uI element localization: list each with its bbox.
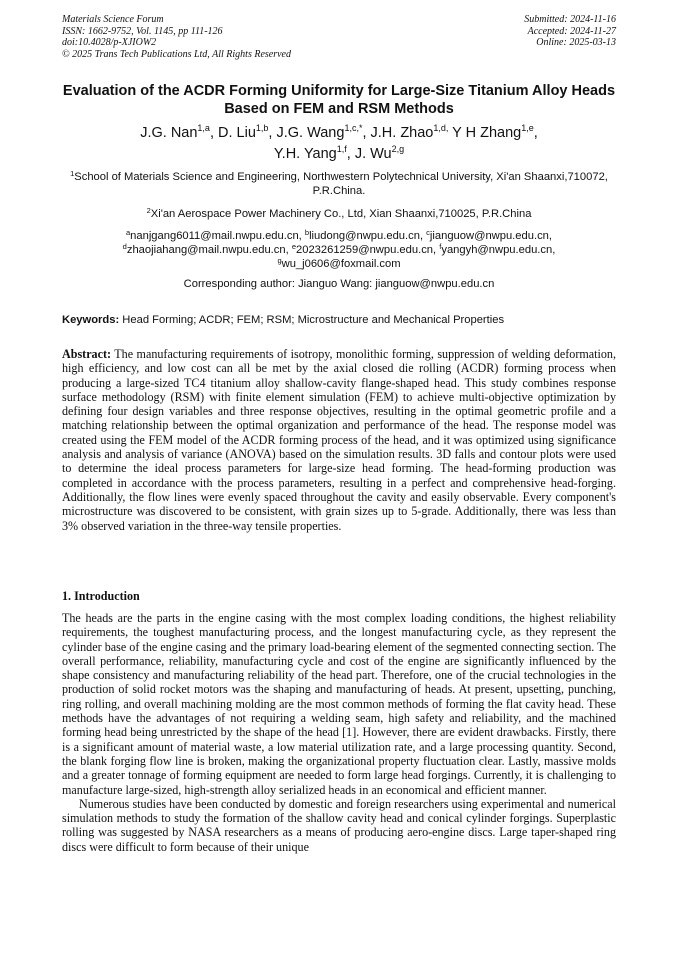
author: Y H Zhang$^{1,e}$, <box>452 123 538 141</box>
author-list <box>62 123 616 165</box>
accepted-date: Accepted: 2024-11-27 <box>527 25 616 37</box>
introduction-body <box>62 611 616 854</box>
author: Y.H. Yang$^{1,f}$, <box>273 144 355 162</box>
paper-title: Evaluation of the ACDR Forming Uniformity for Large-Size Titanium Alloy Heads Based on FEM and RSM Methods <box>62 83 616 117</box>
email: $^d$zhaojiahang@mail.nwpu.edu.cn, <box>122 242 292 256</box>
paragraph: Numerous studies have been conducted by domestic and foreign researchers using experimental and numerical simulation methods to study the formation of the shallow cavity head and conical cylinder forgings. Superplastic rolling was suggested by NASA researchers as a means of producing aero-engine discs. Large taper-shaped ring discs were difficult to form because of their unique <box>62 796 616 854</box>
abstract-label: Abstract: <box>62 347 112 361</box>
email: $^b$liudong@nwpu.edu.cn, <box>304 228 427 242</box>
affiliation-2: $^2$Xi'an Aerospace Power Machinery Co., Ltd, Xian Shaanxi,710025, P.R.China <box>146 206 532 220</box>
dates-info <box>524 14 616 49</box>
email: $^g$wu_j0606@foxmail.com <box>277 256 401 270</box>
author: J.H. Zhao$^{1,d,}$ <box>370 123 449 141</box>
keywords-text: Head Forming; ACDR; FEM; RSM; Microstructure and Mechanical Properties <box>119 314 505 326</box>
email: $^e$2023261259@nwpu.edu.cn, <box>291 242 440 256</box>
copyright: © 2025 Trans Tech Publications Ltd, All Rights Reserved <box>62 48 291 60</box>
author: J. Wu$^{2,g}$ <box>354 144 405 162</box>
author: J.G. Nan$^{1,a}$, <box>140 123 218 141</box>
affiliation-1: $^1$School of Materials Science and Engineering, Northwestern Polytechnical University, Xi'an Shaanxi,710072, P.R.China. <box>70 169 608 197</box>
page-header <box>62 14 616 60</box>
submitted-date: Submitted: 2024-11-16 <box>524 14 616 25</box>
email: $^c$jianguow@nwpu.edu.cn, <box>426 228 552 242</box>
email-list <box>62 229 616 271</box>
section-heading: 1. Introduction <box>62 589 140 603</box>
abstract-text: The manufacturing requirements of isotropy, monolithic forming, suppression of welding deformation, high efficiency, and low cost can all be met by the axial closed die rolling (ACDR) forming process when producing a large-sized TC4 titanium alloy shallow-cavity flange-shaped head. This study combines response surface methodology (RSM) with finite element simulation (FEM) to achieve multi-objective optimization by defining four design variables and three response objectives, resulting in the optimal geometric profile and a matching relationship between the optimal organization and performance of the head. The response model was created using the FEM model of the ACDR forming process of the head, and it was optimized using significance analysis and analysis of variance (ANOVA) based on the simulation results. 3D falls and contour plots were used to determine the ideal process parameters for large-size head forming. The head-forming production was completed in accordance with the process parameters, resulting in a perfect and comprehensive head-forging. Additionally, the flow lines were evenly spaced throughout the cavity and easily observable. Every component's microstructure was discovered to be consistent, with grain sizes up to 5-grade. Additionally, there was less than 3% observed variation in the three-way tensile properties. <box>62 347 616 533</box>
author: D. Liu$^{1,b}$, <box>218 123 277 141</box>
email: $^f$yangyh@nwpu.edu.cn, <box>439 242 556 256</box>
journal-name: Materials Science Forum <box>62 14 164 25</box>
abstract <box>62 347 616 533</box>
email: $^a$nanjgang6011@mail.nwpu.edu.cn, <box>125 228 305 242</box>
issn: ISSN: 1662-9752, Vol. 1145, pp 111-126 <box>62 25 223 37</box>
keywords <box>62 313 616 327</box>
online-date: Online: 2025-03-13 <box>536 37 616 48</box>
author: J.G. Wang$^{1,c,*}$, <box>276 123 371 141</box>
keywords-label: Keywords: <box>62 314 120 326</box>
corresponding-author: Corresponding author: Jianguo Wang: jianguow@nwpu.edu.cn <box>183 278 495 290</box>
paragraph: The heads are the parts in the engine casing with the most complex loading conditions, the highest reliability requirements, the toughest manufacturing process, and the longest manufacturing cycle, as they represent the cylinder base of the engine casing and the primary load-bearing element of the segmented connecting section. The overall performance, reliability, manufacturing cycle and cost of the engine are significantly influenced by the shape consistency and manufacturing reliability of the head part. Therefore, one of the crucial technologies in the production of solid rocket motors was the shaping and manufacturing of heads. At present, upsetting, punching, ring rolling, and overall machining molding are the most common methods of forming the flat cavity head. These methods have the advantages of not requiring a welding seam, high safety and reliability, and the machined forming head being unrestricted by the shape of the head [1]. However, there are evident drawbacks. Firstly, there is a significant amount of material waste, a low material utilization rate, and a large processing quantity. Second, the blank forging flow line is broken, making the organizational property fluctuation clear. Lastly, massive molds and a greater tonnage of forming equipment are needed to form large head forgings. Currently, it is challenging to manufacture large-sized, high-strength alloy serialized heads in an economical and efficient manner. <box>62 611 616 797</box>
journal-info <box>62 14 291 60</box>
doi: doi:10.4028/p-XJIOW2 <box>62 37 157 48</box>
